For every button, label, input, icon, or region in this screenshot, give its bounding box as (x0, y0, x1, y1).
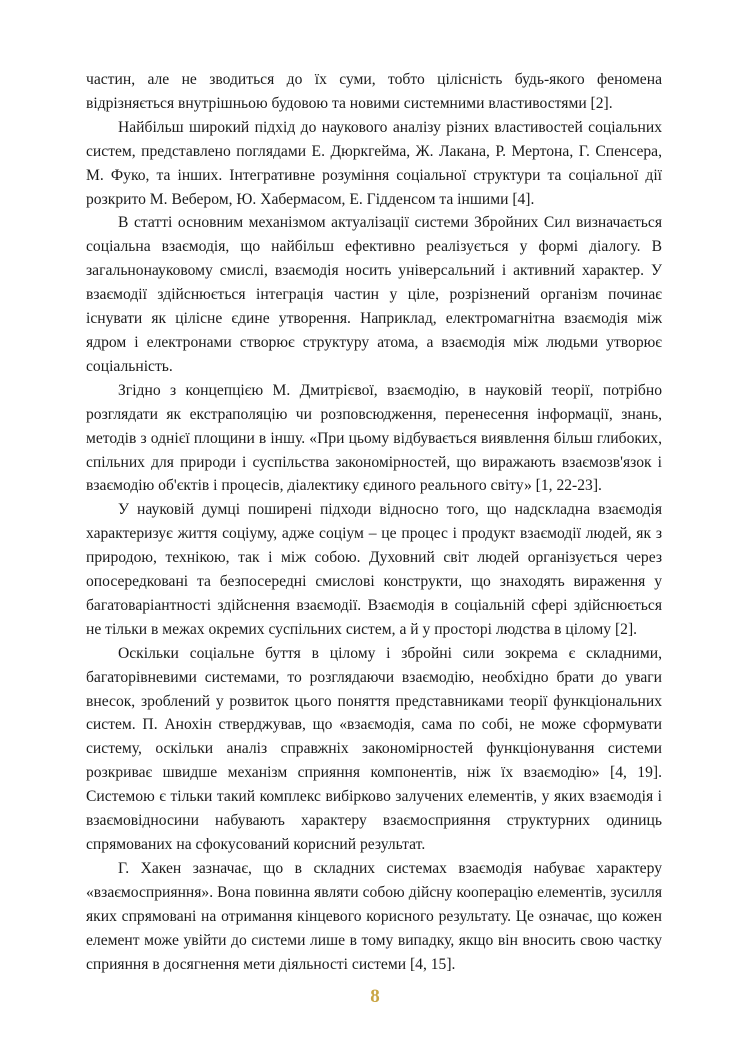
paragraph: В статті основним механізмом актуалізації системи Збройних Сил визначається соціальна взаємодія, що найбільш ефективно реалізується у формі діалогу. В загальнонауковому смислі, взаємодія носить універсальний і активний характер. У взаємодії здійснюється інтеграція частин у ціле, розрізнений організм починає існувати як цілісне єдине утворення. Наприклад, електромагнітна взаємодія між ядром і електронами створює структуру атома, а взаємодія між людьми утворює соціальність. (86, 214, 662, 375)
paragraph: частин, але не зводиться до їх суми, тобто цілісність будь-якого феномена відрізняється внутрішньою будовою та новими системними властивостями [2]. (86, 71, 662, 112)
paragraph: Оскільки соціальне буття в цілому і збройні сили зокрема є складними, багаторівневими системами, то розглядаючи взаємодію, необхідно брати до уваги внесок, зроблений у розвиток цього поняття представниками теорії функціональних систем. П. Анохін стверджував, що «взаємодія, сама по собі, не може сформувати систему, оскільки аналіз справжніх закономірностей функціонування системи розкриває швидше механізм сприяння компонентів, ніж їх взаємодію» [4, 19]. Системою є тільки такий комплекс вибірково залучених елементів, у яких взаємодія і взаємовідносини набувають характеру взаємосприяння структурних одиниць спрямованих на сфокусований корисний результат. (86, 644, 662, 853)
body-text (86, 68, 662, 976)
page-number: 8 (370, 986, 380, 1007)
paragraph: Г. Хакен зазначає, що в складних системах взаємодія набуває характеру «взаємосприяння». Вона повинна являти собою дійсну кооперацію елементів, зусилля яких спрямовані на отримання кінцевого корисного результату. Це означає, що кожен елемент може увійти до системи лише в тому випадку, якщо він вносить свою частку сприяння в досягнення мети діяльності системи [4, 15]. (86, 859, 662, 973)
paragraph: Згідно з концепцією М. Дмитрієвої, взаємодію, в науковій теорії, потрібно розглядати як екстраполяцію чи розповсюдження, перенесення інформації, знань, методів з однієї площини в іншу. «При цьому відбувається виявлення більш глибоких, спільних для природи і суспільства закономірностей, що виражають взаємозв'язок і взаємодію об'єктів і процесів, діалектику єдиного реального світу» [1, 22-23]. (86, 381, 662, 495)
paragraph: У науковій думці поширені підходи відносно того, що надскладна взаємодія характеризує життя соціуму, адже соціум – це процес і продукт взаємодії людей, як з природою, технікою, так і між собою. Духовний світ людей організується через опосередковані та безпосередні смислові конструкти, що знаходять вираження у багатоваріантності здійснення взаємодії. Взаємодія в соціальній сфері здійснюється не тільки в межах окремих суспільних систем, а й у просторі людства в цілому [2]. (86, 501, 662, 638)
paragraph: Найбільш широкий підхід до наукового аналізу різних властивостей соціальних систем, представлено поглядами Е. Дюркгейма, Ж. Лакана, Р. Мертона, Г. Спенсера, М. Фуко, та інших. Інтегративне розуміння соціальної структури та соціальної дії розкрито М. Вебером, Ю. Хабермасом, Е. Гідденсом та іншими [4]. (86, 118, 662, 208)
